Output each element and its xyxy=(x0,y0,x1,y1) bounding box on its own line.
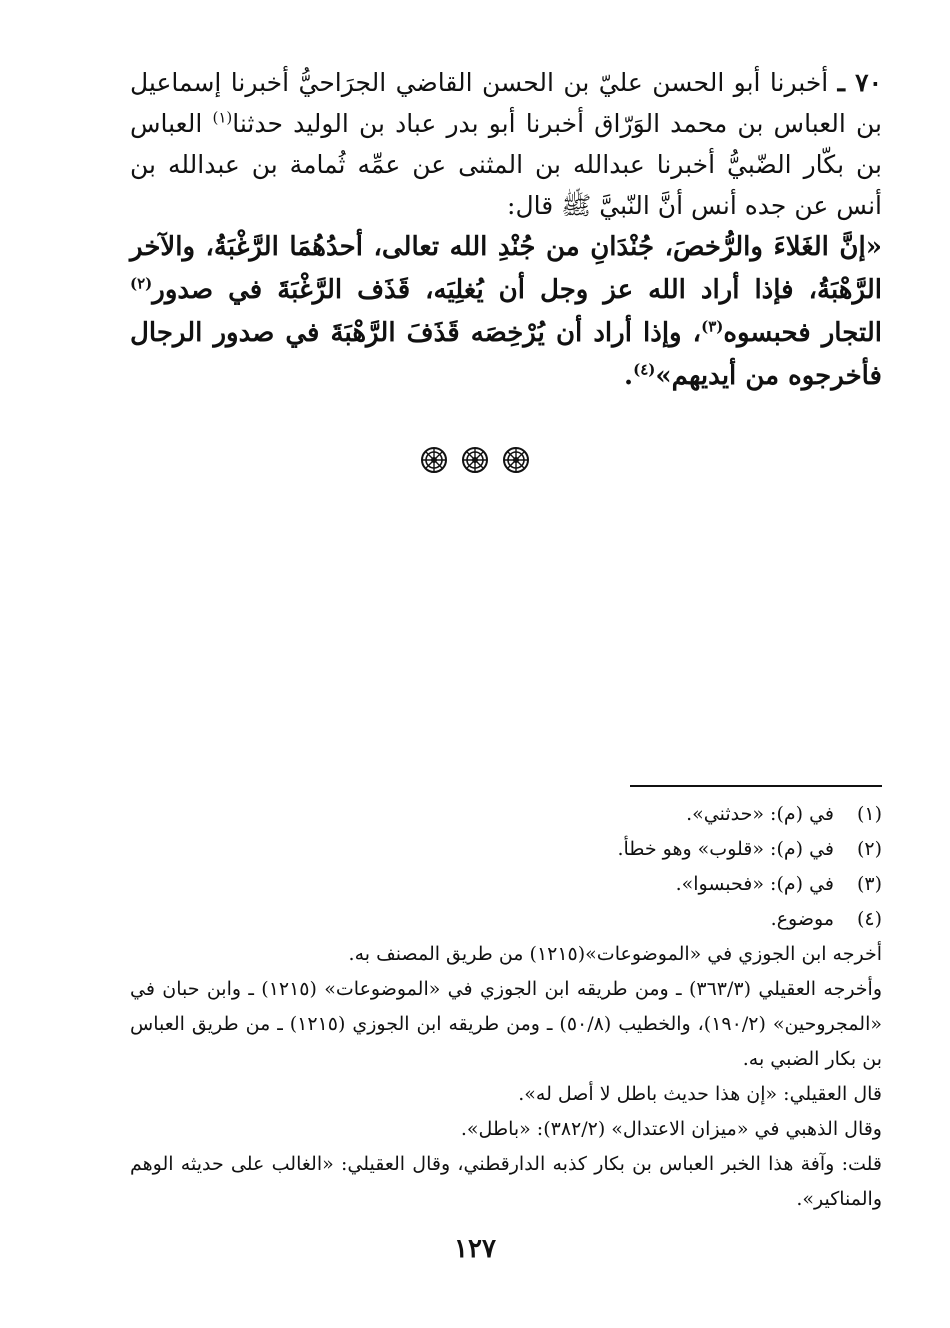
footnote-number: (٣) xyxy=(856,873,882,895)
main-text xyxy=(130,62,882,398)
footnote-marker-4: (٤) xyxy=(633,360,656,379)
hadith-number: ٧٠ ـ xyxy=(837,68,882,97)
isnad-text-2: العباس بن بكّار الضّبيُّ أخبرنا عبدالله بن المثنى عن عمِّه ثُمامة بن عبدالله بن أنس عن جده أنس أنَّ النّبيَّ ﷺ قال: xyxy=(130,109,882,220)
isnad-paragraph xyxy=(130,62,882,226)
footnote-item xyxy=(130,832,882,867)
commentary-paragraph: أخرجه ابن الجوزي في «الموضوعات»(١٢١٥) من طريق المصنف به. xyxy=(348,943,882,965)
footnote-text: في (م): «قلوب» وهو خطأ. xyxy=(617,838,834,860)
rosette-icon xyxy=(420,446,448,474)
matn-text-1: «إنَّ الغَلاءَ والرُّخصَ، جُنْدَانِ من جُنْدِ الله تعالى، أحدُهُمَا الرَّغْبَةُ، والآخر الرَّهْبَةُ، فإذا أراد الله عز وجل أن يُغلِيَه، قَذَف الرَّغْبَةَ في صدور xyxy=(130,232,882,305)
footnote-marker-3: (٣) xyxy=(701,317,724,336)
rosette-icon xyxy=(461,446,489,474)
matn-text-3: ، وإذا أراد أن يُرْخِصَه قَذَفَ الرَّهْبَةَ في صدور الرجال فأخرجوه من أيديهم» xyxy=(130,318,882,391)
footnote-number: (١) xyxy=(856,803,882,825)
footnote-text: موضوع. xyxy=(770,908,834,930)
footnote-item xyxy=(130,867,882,902)
footnote-item xyxy=(130,902,882,937)
hadith-text xyxy=(130,226,882,398)
footnotes xyxy=(130,797,882,1217)
rosette-icon xyxy=(502,446,530,474)
footnote-item xyxy=(130,797,882,832)
footnote-number: (٢) xyxy=(856,838,882,860)
page-number: ١٢٧ xyxy=(454,1234,496,1264)
section-ornament xyxy=(0,446,950,478)
matn-end: . xyxy=(624,361,634,391)
footnote-number: (٤) xyxy=(856,908,882,930)
isnad-text-1: أخبرنا أبو الحسن عليّ بن الحسن القاضي الجرَاحيُّ أخبرنا إسماعيل بن العباس بن محمد الوَرّاق أخبرنا أبو بدر عباد بن الوليد حدثنا xyxy=(130,68,882,138)
commentary-paragraph: قال العقيلي: «إن هذا حديث باطل لا أصل له». xyxy=(518,1083,882,1105)
commentary-paragraph: وأخرجه العقيلي (٣٦٣/٣) ـ ومن طريقه ابن الجوزي في «الموضوعات» (١٢١٥) ـ وابن حبان في «المجروحين» (١٩٠/٢)، والخطيب (٥٠/٨) ـ ومن طريقه ابن الجوزي (١٢١٥) ـ من طريق العباس بن بكار الضبي به. xyxy=(130,978,883,1070)
footnote-commentary xyxy=(130,937,882,1217)
matn-text-2: التجار فحبسوه xyxy=(723,318,882,348)
commentary-paragraph: وقال الذهبي في «ميزان الاعتدال» (٣٨٢/٢): «باطل». xyxy=(460,1118,882,1140)
commentary-paragraph: قلت: وآفة هذا الخبر العباس بن بكار كذبه الدارقطني، وقال العقيلي: «الغالب على حديثه الوهم والمناكير». xyxy=(130,1153,882,1210)
footnote-text: في (م): «فحبسوا». xyxy=(675,873,834,895)
footnote-marker-1: (١) xyxy=(212,108,233,127)
footnote-separator xyxy=(630,785,882,787)
footnote-text: في (م): «حدثني». xyxy=(686,803,834,825)
footnote-marker-2: (٢) xyxy=(130,274,153,293)
